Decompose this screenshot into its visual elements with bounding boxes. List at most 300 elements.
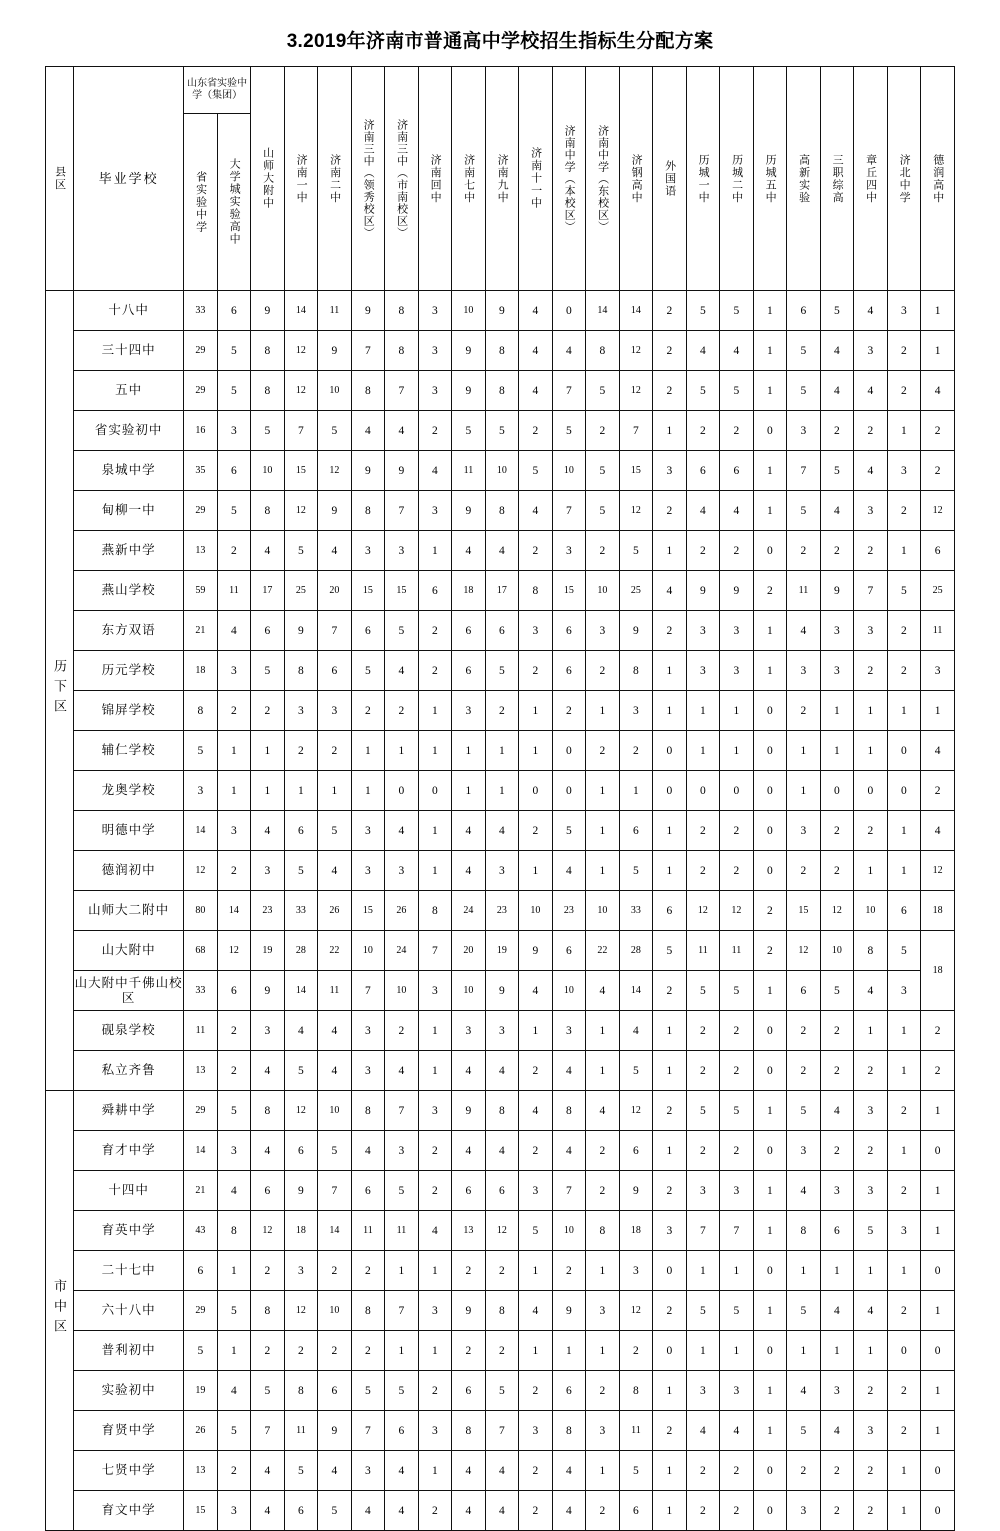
quota-cell-derun-gaozhong: 6 <box>921 531 955 571</box>
quota-cell-derun-gaozhong: 11 <box>921 611 955 651</box>
quota-cell-zhangqiu-4: 4 <box>854 451 888 491</box>
quota-cell-gaoxin-shiyan: 3 <box>787 1491 821 1531</box>
quota-cell-jigang-gaozhong: 15 <box>619 451 653 491</box>
quota-cell-licheng-5: 1 <box>753 651 787 691</box>
quota-cell-licheng-5: 0 <box>753 851 787 891</box>
quota-cell-jinan-9: 3 <box>485 1011 519 1051</box>
quota-cell-jinan-9: 2 <box>485 1331 519 1371</box>
quota-cell-jinan-huizhong: 3 <box>418 491 452 531</box>
quota-cell-jibei-zhongxue: 3 <box>887 451 921 491</box>
quota-cell-jinan-11: 3 <box>519 1411 553 1451</box>
quota-cell-daxuecheng: 3 <box>217 811 251 851</box>
quota-cell-jigang-gaozhong: 8 <box>619 651 653 691</box>
quota-cell-jinan-2: 3 <box>318 691 352 731</box>
table-row <box>46 1371 955 1411</box>
quota-cell-jigang-gaozhong: 14 <box>619 291 653 331</box>
table-header <box>46 67 955 291</box>
quota-cell-jinan-zhongxue-ben: 5 <box>552 811 586 851</box>
quota-cell-licheng-1: 2 <box>686 851 720 891</box>
table-row <box>46 531 955 571</box>
header-col-label: 外国语 <box>663 159 676 198</box>
quota-cell-jinan-zhongxue-ben: 10 <box>552 1211 586 1251</box>
quota-cell-jinan-huizhong: 3 <box>418 971 452 1011</box>
quota-cell-jinan-1: 2 <box>284 731 318 771</box>
quota-cell-gaoxin-shiyan: 6 <box>787 971 821 1011</box>
quota-cell-licheng-1: 1 <box>686 731 720 771</box>
quota-cell-daxuecheng: 4 <box>217 1171 251 1211</box>
quota-cell-shanshida-fuzhong: 9 <box>251 291 285 331</box>
quota-cell-derun-gaozhong: 4 <box>921 731 955 771</box>
quota-cell-jinan-11: 1 <box>519 731 553 771</box>
quota-cell-sanzhi-zonggao: 2 <box>820 1451 854 1491</box>
quota-cell-daxuecheng: 3 <box>217 411 251 451</box>
school-name-cell: 锦屏学校 <box>74 691 184 731</box>
quota-cell-jinan-zhongxue-dong: 10 <box>586 891 620 931</box>
quota-cell-jinan-zhongxue-ben: 4 <box>552 1451 586 1491</box>
quota-cell-licheng-2: 2 <box>720 1131 754 1171</box>
quota-cell-jinan-zhongxue-ben: 4 <box>552 851 586 891</box>
quota-cell-jinan-9: 6 <box>485 611 519 651</box>
header-col-label: 大学城实验高中 <box>228 158 241 246</box>
quota-cell-shanshida-fuzhong: 8 <box>251 491 285 531</box>
quota-cell-jinan-7: 5 <box>452 411 486 451</box>
quota-cell-jinan-11: 3 <box>519 1171 553 1211</box>
quota-cell-daxuecheng: 6 <box>217 971 251 1011</box>
header-col-label: 山师大附中 <box>261 147 274 210</box>
quota-cell-zhangqiu-4: 4 <box>854 371 888 411</box>
quota-cell-jinan-zhongxue-dong: 14 <box>586 291 620 331</box>
quota-cell-jinan-7: 13 <box>452 1211 486 1251</box>
quota-cell-shanshida-fuzhong: 4 <box>251 1491 285 1531</box>
quota-cell-jinan-9: 8 <box>485 1291 519 1331</box>
quota-cell-waiguoyu: 2 <box>653 611 687 651</box>
quota-cell-jinan-3-shinan: 4 <box>385 411 419 451</box>
header-col-label: 济南中学（本校区） <box>563 124 576 233</box>
quota-cell-zhangqiu-4: 7 <box>854 571 888 611</box>
quota-cell-licheng-2: 4 <box>720 1411 754 1451</box>
quota-cell-jinan-2: 4 <box>318 1011 352 1051</box>
header-col-jinan-3-lingxiu <box>351 67 385 291</box>
quota-cell-jinan-3-lingxiu: 4 <box>351 1491 385 1531</box>
table-row <box>46 851 955 891</box>
table-row <box>46 1411 955 1451</box>
quota-cell-shanshida-fuzhong: 1 <box>251 731 285 771</box>
quota-cell-gaoxin-shiyan: 5 <box>787 1091 821 1131</box>
quota-cell-zhangqiu-4: 2 <box>854 1051 888 1091</box>
table-container <box>0 66 1000 1531</box>
quota-cell-jinan-11: 2 <box>519 1451 553 1491</box>
quota-cell-daxuecheng: 6 <box>217 451 251 491</box>
school-name-cell: 普利初中 <box>74 1331 184 1371</box>
quota-cell-licheng-1: 5 <box>686 1091 720 1131</box>
quota-cell-gaoxin-shiyan: 3 <box>787 811 821 851</box>
header-col-waiguoyu <box>653 67 687 291</box>
header-col-label: 济南三中（领秀校区） <box>362 118 375 239</box>
quota-cell-jinan-zhongxue-ben: 8 <box>552 1411 586 1451</box>
quota-cell-sheng-shiyan: 29 <box>184 1091 218 1131</box>
quota-cell-jinan-zhongxue-dong: 2 <box>586 1131 620 1171</box>
quota-cell-jinan-3-shinan: 9 <box>385 451 419 491</box>
quota-cell-jinan-3-shinan: 4 <box>385 651 419 691</box>
quota-cell-jibei-zhongxue: 1 <box>887 1051 921 1091</box>
quota-cell-jinan-11: 4 <box>519 1091 553 1131</box>
district-label: 历下区 <box>52 659 68 719</box>
quota-cell-jinan-3-shinan: 7 <box>385 491 419 531</box>
quota-cell-shanshida-fuzhong: 3 <box>251 1011 285 1051</box>
quota-cell-jigang-gaozhong: 5 <box>619 1051 653 1091</box>
quota-cell-sanzhi-zonggao: 5 <box>820 291 854 331</box>
quota-cell-licheng-2: 1 <box>720 1331 754 1371</box>
header-col-label: 济南二中 <box>328 153 341 204</box>
table-row <box>46 1331 955 1371</box>
quota-cell-jinan-1: 18 <box>284 1211 318 1251</box>
header-col-label: 历城五中 <box>764 153 777 204</box>
quota-cell-sheng-shiyan: 5 <box>184 731 218 771</box>
quota-cell-zhangqiu-4: 5 <box>854 1211 888 1251</box>
table-row <box>46 771 955 811</box>
header-col-label: 济南一中 <box>295 153 308 204</box>
quota-cell-jinan-zhongxue-dong: 1 <box>586 851 620 891</box>
quota-cell-waiguoyu: 0 <box>653 1331 687 1371</box>
quota-cell-jinan-huizhong: 1 <box>418 1011 452 1051</box>
quota-cell-gaoxin-shiyan: 8 <box>787 1211 821 1251</box>
quota-cell-jinan-3-lingxiu: 10 <box>351 931 385 971</box>
quota-cell-jibei-zhongxue: 2 <box>887 1411 921 1451</box>
quota-cell-jinan-9: 5 <box>485 411 519 451</box>
quota-cell-shanshida-fuzhong: 19 <box>251 931 285 971</box>
header-district-label: 县区 <box>53 166 66 191</box>
quota-cell-jinan-2: 10 <box>318 1291 352 1331</box>
quota-cell-sanzhi-zonggao: 5 <box>820 451 854 491</box>
header-col-licheng-1 <box>686 67 720 291</box>
quota-cell-jinan-1: 3 <box>284 691 318 731</box>
header-col-licheng-5 <box>753 67 787 291</box>
school-name-cell: 十四中 <box>74 1171 184 1211</box>
header-col-daxuecheng <box>217 114 251 291</box>
quota-cell-jinan-huizhong: 3 <box>418 291 452 331</box>
quota-cell-licheng-2: 11 <box>720 931 754 971</box>
quota-cell-jinan-1: 8 <box>284 1371 318 1411</box>
quota-cell-jinan-7: 6 <box>452 1371 486 1411</box>
quota-cell-jinan-2: 5 <box>318 411 352 451</box>
quota-cell-waiguoyu: 2 <box>653 331 687 371</box>
quota-cell-jinan-7: 4 <box>452 811 486 851</box>
quota-cell-derun-gaozhong: 1 <box>921 1211 955 1251</box>
quota-cell-licheng-1: 2 <box>686 1051 720 1091</box>
quota-cell-sanzhi-zonggao: 1 <box>820 691 854 731</box>
quota-cell-daxuecheng: 1 <box>217 771 251 811</box>
quota-cell-shanshida-fuzhong: 2 <box>251 1251 285 1291</box>
quota-cell-jinan-3-lingxiu: 4 <box>351 1131 385 1171</box>
quota-cell-waiguoyu: 2 <box>653 491 687 531</box>
quota-cell-zhangqiu-4: 8 <box>854 931 888 971</box>
quota-cell-licheng-1: 5 <box>686 1291 720 1331</box>
quota-cell-zhangqiu-4: 2 <box>854 651 888 691</box>
quota-cell-licheng-1: 6 <box>686 451 720 491</box>
quota-cell-licheng-1: 2 <box>686 1491 720 1531</box>
quota-cell-jinan-1: 3 <box>284 1251 318 1291</box>
header-district <box>46 67 74 291</box>
quota-cell-jinan-zhongxue-ben: 2 <box>552 1251 586 1291</box>
quota-cell-jibei-zhongxue: 1 <box>887 1131 921 1171</box>
quota-cell-sheng-shiyan: 21 <box>184 1171 218 1211</box>
quota-cell-jinan-zhongxue-ben: 4 <box>552 1051 586 1091</box>
quota-cell-waiguoyu: 5 <box>653 931 687 971</box>
quota-cell-zhangqiu-4: 4 <box>854 971 888 1011</box>
quota-cell-sanzhi-zonggao: 3 <box>820 1371 854 1411</box>
quota-cell-jigang-gaozhong: 3 <box>619 691 653 731</box>
quota-cell-zhangqiu-4: 1 <box>854 1011 888 1051</box>
quota-cell-jinan-zhongxue-ben: 15 <box>552 571 586 611</box>
school-name-cell: 十八中 <box>74 291 184 331</box>
quota-cell-sanzhi-zonggao: 1 <box>820 1251 854 1291</box>
quota-cell-daxuecheng: 2 <box>217 1011 251 1051</box>
quota-cell-jinan-2: 10 <box>318 1091 352 1131</box>
quota-cell-licheng-2: 2 <box>720 1451 754 1491</box>
quota-cell-jinan-3-shinan: 2 <box>385 1011 419 1051</box>
quota-cell-jinan-3-lingxiu: 8 <box>351 1291 385 1331</box>
quota-cell-licheng-5: 1 <box>753 371 787 411</box>
quota-cell-daxuecheng: 2 <box>217 851 251 891</box>
table-row <box>46 1051 955 1091</box>
quota-cell-derun-gaozhong: 3 <box>921 651 955 691</box>
quota-cell-jinan-3-shinan: 1 <box>385 731 419 771</box>
quota-cell-derun-gaozhong: 12 <box>921 491 955 531</box>
quota-cell-jinan-11: 4 <box>519 291 553 331</box>
school-name-cell: 七贤中学 <box>74 1451 184 1491</box>
quota-cell-daxuecheng: 5 <box>217 371 251 411</box>
quota-cell-licheng-5: 0 <box>753 1331 787 1371</box>
quota-cell-licheng-2: 5 <box>720 291 754 331</box>
quota-cell-waiguoyu: 1 <box>653 1491 687 1531</box>
quota-cell-jinan-11: 2 <box>519 411 553 451</box>
table-row <box>46 451 955 491</box>
quota-cell-jinan-3-lingxiu: 15 <box>351 571 385 611</box>
quota-cell-jinan-11: 1 <box>519 1251 553 1291</box>
header-col-label: 济南七中 <box>462 153 475 204</box>
quota-cell-licheng-1: 9 <box>686 571 720 611</box>
table-row <box>46 291 955 331</box>
quota-cell-jinan-9: 4 <box>485 1131 519 1171</box>
quota-cell-licheng-2: 2 <box>720 531 754 571</box>
quota-cell-jinan-11: 2 <box>519 1371 553 1411</box>
quota-cell-sanzhi-zonggao: 3 <box>820 1171 854 1211</box>
quota-cell-jinan-11: 1 <box>519 1011 553 1051</box>
quota-cell-licheng-5: 1 <box>753 1371 787 1411</box>
quota-cell-jinan-3-lingxiu: 9 <box>351 451 385 491</box>
header-col-jinan-1 <box>284 67 318 291</box>
quota-cell-jinan-11: 5 <box>519 451 553 491</box>
quota-cell-derun-gaozhong: 1 <box>921 1411 955 1451</box>
header-col-derun-gaozhong <box>921 67 955 291</box>
quota-cell-jinan-7: 4 <box>452 851 486 891</box>
quota-cell-shanshida-fuzhong: 7 <box>251 1411 285 1451</box>
quota-cell-shanshida-fuzhong: 4 <box>251 1131 285 1171</box>
quota-cell-licheng-5: 0 <box>753 1491 787 1531</box>
quota-cell-licheng-5: 0 <box>753 1251 787 1291</box>
quota-cell-derun-gaozhong: 25 <box>921 571 955 611</box>
quota-cell-licheng-5: 0 <box>753 1011 787 1051</box>
quota-cell-jinan-2: 1 <box>318 771 352 811</box>
quota-cell-jinan-3-shinan: 7 <box>385 1291 419 1331</box>
quota-cell-derun-gaozhong: 0 <box>921 1331 955 1371</box>
quota-cell-daxuecheng: 2 <box>217 531 251 571</box>
quota-cell-jinan-9: 8 <box>485 491 519 531</box>
quota-cell-licheng-1: 1 <box>686 1251 720 1291</box>
quota-cell-zhangqiu-4: 0 <box>854 771 888 811</box>
quota-cell-waiguoyu: 3 <box>653 1211 687 1251</box>
quota-cell-jinan-2: 6 <box>318 1371 352 1411</box>
quota-cell-jinan-7: 9 <box>452 491 486 531</box>
quota-cell-sheng-shiyan: 8 <box>184 691 218 731</box>
quota-cell-jinan-zhongxue-ben: 5 <box>552 411 586 451</box>
quota-cell-daxuecheng: 3 <box>217 1131 251 1171</box>
header-col-label: 历城一中 <box>697 153 710 204</box>
quota-cell-jinan-9: 10 <box>485 451 519 491</box>
quota-cell-jinan-1: 5 <box>284 1451 318 1491</box>
quota-cell-jinan-3-shinan: 4 <box>385 1491 419 1531</box>
quota-cell-sanzhi-zonggao: 12 <box>820 891 854 931</box>
quota-cell-licheng-5: 2 <box>753 571 787 611</box>
quota-cell-jinan-zhongxue-ben: 3 <box>552 531 586 571</box>
quota-cell-shanshida-fuzhong: 8 <box>251 1291 285 1331</box>
quota-cell-jinan-zhongxue-dong: 3 <box>586 1411 620 1451</box>
quota-cell-jinan-huizhong: 2 <box>418 1491 452 1531</box>
quota-cell-jinan-9: 4 <box>485 531 519 571</box>
quota-cell-jinan-huizhong: 0 <box>418 771 452 811</box>
school-name-cell: 甸柳一中 <box>74 491 184 531</box>
header-col-jibei-zhongxue <box>887 67 921 291</box>
quota-cell-jinan-huizhong: 3 <box>418 331 452 371</box>
quota-cell-licheng-1: 7 <box>686 1211 720 1251</box>
quota-cell-jinan-1: 4 <box>284 1011 318 1051</box>
quota-cell-sanzhi-zonggao: 2 <box>820 1491 854 1531</box>
quota-cell-sheng-shiyan: 14 <box>184 1131 218 1171</box>
quota-cell-jinan-huizhong: 3 <box>418 1411 452 1451</box>
quota-cell-jinan-11: 0 <box>519 771 553 811</box>
quota-cell-licheng-2: 2 <box>720 811 754 851</box>
quota-cell-jinan-zhongxue-ben: 6 <box>552 1371 586 1411</box>
quota-cell-sheng-shiyan: 35 <box>184 451 218 491</box>
quota-cell-jinan-zhongxue-dong: 2 <box>586 1371 620 1411</box>
quota-cell-derun-gaozhong: 18 <box>921 931 955 1011</box>
quota-cell-jinan-3-lingxiu: 1 <box>351 731 385 771</box>
district-cell <box>46 291 74 1091</box>
quota-cell-daxuecheng: 3 <box>217 651 251 691</box>
quota-cell-sanzhi-zonggao: 2 <box>820 411 854 451</box>
quota-cell-zhangqiu-4: 1 <box>854 1251 888 1291</box>
quota-cell-jinan-huizhong: 1 <box>418 531 452 571</box>
quota-cell-jinan-1: 7 <box>284 411 318 451</box>
quota-cell-jinan-zhongxue-ben: 7 <box>552 1171 586 1211</box>
quota-cell-zhangqiu-4: 2 <box>854 1491 888 1531</box>
quota-cell-derun-gaozhong: 4 <box>921 371 955 411</box>
quota-cell-jinan-7: 18 <box>452 571 486 611</box>
school-name-cell: 燕新中学 <box>74 531 184 571</box>
quota-cell-sheng-shiyan: 80 <box>184 891 218 931</box>
quota-cell-derun-gaozhong: 1 <box>921 1091 955 1131</box>
quota-cell-zhangqiu-4: 1 <box>854 1331 888 1371</box>
quota-cell-jinan-2: 12 <box>318 451 352 491</box>
quota-cell-jigang-gaozhong: 6 <box>619 1131 653 1171</box>
quota-cell-licheng-2: 6 <box>720 451 754 491</box>
quota-cell-jinan-zhongxue-ben: 8 <box>552 1091 586 1131</box>
quota-cell-jinan-3-lingxiu: 7 <box>351 1411 385 1451</box>
quota-cell-licheng-2: 4 <box>720 331 754 371</box>
quota-cell-derun-gaozhong: 2 <box>921 771 955 811</box>
quota-cell-waiguoyu: 2 <box>653 1411 687 1451</box>
quota-cell-licheng-5: 1 <box>753 1291 787 1331</box>
quota-cell-daxuecheng: 6 <box>217 291 251 331</box>
quota-cell-shanshida-fuzhong: 1 <box>251 771 285 811</box>
header-group-shandong-shiyan <box>184 67 251 114</box>
quota-cell-derun-gaozhong: 1 <box>921 1171 955 1211</box>
quota-cell-licheng-1: 5 <box>686 371 720 411</box>
quota-cell-jinan-7: 1 <box>452 771 486 811</box>
table-row <box>46 651 955 691</box>
quota-cell-jinan-11: 2 <box>519 811 553 851</box>
quota-cell-jinan-3-lingxiu: 7 <box>351 331 385 371</box>
table-row <box>46 811 955 851</box>
quota-cell-daxuecheng: 1 <box>217 1251 251 1291</box>
quota-cell-sheng-shiyan: 18 <box>184 651 218 691</box>
quota-cell-derun-gaozhong: 2 <box>921 411 955 451</box>
quota-cell-jinan-11: 4 <box>519 1291 553 1331</box>
quota-cell-jinan-zhongxue-dong: 1 <box>586 1051 620 1091</box>
quota-cell-jinan-2: 7 <box>318 1171 352 1211</box>
quota-cell-sheng-shiyan: 43 <box>184 1211 218 1251</box>
quota-cell-sheng-shiyan: 29 <box>184 1291 218 1331</box>
quota-cell-waiguoyu: 2 <box>653 1091 687 1131</box>
quota-cell-jinan-3-shinan: 3 <box>385 851 419 891</box>
quota-cell-zhangqiu-4: 2 <box>854 1371 888 1411</box>
quota-cell-licheng-1: 1 <box>686 1331 720 1371</box>
quota-cell-jinan-7: 3 <box>452 691 486 731</box>
school-name-cell: 山大附中千佛山校区 <box>74 971 184 1011</box>
quota-cell-jinan-11: 8 <box>519 571 553 611</box>
quota-cell-jinan-3-lingxiu: 5 <box>351 651 385 691</box>
table-row <box>46 891 955 931</box>
quota-cell-jinan-7: 20 <box>452 931 486 971</box>
quota-cell-jinan-zhongxue-ben: 2 <box>552 691 586 731</box>
quota-cell-jinan-1: 9 <box>284 1171 318 1211</box>
quota-cell-jinan-11: 2 <box>519 1131 553 1171</box>
quota-cell-gaoxin-shiyan: 1 <box>787 1331 821 1371</box>
quota-cell-jigang-gaozhong: 9 <box>619 611 653 651</box>
quota-cell-jinan-3-shinan: 11 <box>385 1211 419 1251</box>
quota-cell-jinan-9: 2 <box>485 1251 519 1291</box>
header-col-jinan-3-shinan <box>385 67 419 291</box>
quota-cell-jinan-3-shinan: 26 <box>385 891 419 931</box>
school-name-cell: 历元学校 <box>74 651 184 691</box>
quota-cell-licheng-1: 2 <box>686 531 720 571</box>
header-col-label: 章丘四中 <box>864 153 877 204</box>
quota-cell-sheng-shiyan: 15 <box>184 1491 218 1531</box>
quota-cell-jinan-zhongxue-ben: 0 <box>552 771 586 811</box>
quota-cell-sheng-shiyan: 68 <box>184 931 218 971</box>
quota-cell-jinan-huizhong: 2 <box>418 611 452 651</box>
quota-cell-jinan-9: 4 <box>485 1451 519 1491</box>
header-col-sanzhi-zonggao <box>820 67 854 291</box>
quota-cell-jigang-gaozhong: 2 <box>619 731 653 771</box>
quota-cell-licheng-2: 0 <box>720 771 754 811</box>
quota-cell-gaoxin-shiyan: 2 <box>787 851 821 891</box>
quota-cell-gaoxin-shiyan: 2 <box>787 531 821 571</box>
quota-cell-gaoxin-shiyan: 12 <box>787 931 821 971</box>
quota-cell-licheng-2: 2 <box>720 1051 754 1091</box>
school-name-cell: 山师大二附中 <box>74 891 184 931</box>
header-col-label: 省实验中学 <box>194 170 207 234</box>
